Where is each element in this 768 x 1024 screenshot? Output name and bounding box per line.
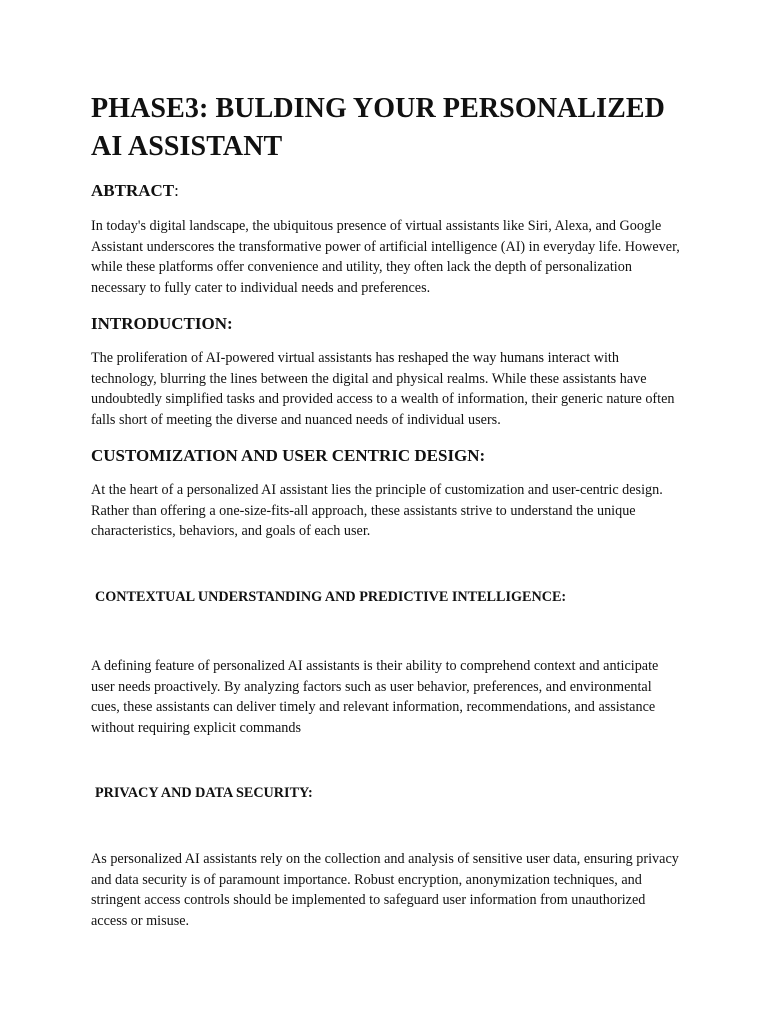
section-body-abstract: In today's digital landscape, the ubiquitous presence of virtual assistants like Siri, Alexa, and Google Assistant underscores the transformative power of artificial intelligence (AI) in everyday life. However, while these platforms offer convenience and utility, they often lack the depth of personalization necessary to fully cater to individual needs and preferences.: [91, 218, 680, 297]
document-title: PHASE3: BULDING YOUR PERSONALIZED AI ASSISTANT: [91, 93, 666, 162]
section-body-privacy: As personalized AI assistants rely on the collection and analysis of sensitive user data, ensuring privacy and data security is of paramount importance. Robust encryption, anonymization techniques, and stringent access controls should be implemented to safeguard user information from unauthorized access or misuse.: [91, 851, 679, 930]
section-heading-introduction: INTRODUCTION:: [91, 314, 233, 333]
section-body-customization: At the heart of a personalized AI assistant lies the principle of customization and user-centric design. Rather than offering a one-size-fits-all approach, these assistants strive to understand the unique characteristics, behaviors, and goals of each user.: [91, 482, 663, 540]
section-heading-privacy: PRIVACY AND DATA SECURITY:: [95, 785, 313, 801]
section-heading-abstract: [91, 180, 179, 202]
section-heading-customization: CUSTOMIZATION AND USER CENTRIC DESIGN:: [91, 446, 486, 465]
section-body-contextual: A defining feature of personalized AI assistants is their ability to comprehend context and anticipate user needs proactively. By analyzing factors such as user behavior, preferences, and environmental cues, these assistants can deliver timely and relevant information, recommendations, and assistance without requiring explicit commands: [91, 658, 659, 737]
section-heading-abstract-text: ABTRACT: [91, 181, 175, 200]
section-heading-contextual: CONTEXTUAL UNDERSTANDING AND PREDICTIVE INTELLIGENCE:: [95, 589, 567, 605]
section-body-introduction: The proliferation of AI-powered virtual assistants has reshaped the way humans interact with technology, blurring the lines between the digital and physical realms. While these assistants have undoubtedly simplified tasks and provided access to a wealth of information, their generic nature often falls short of meeting the diverse and nuanced needs of individual users.: [91, 350, 675, 429]
section-heading-abstract-colon: :: [174, 181, 179, 200]
